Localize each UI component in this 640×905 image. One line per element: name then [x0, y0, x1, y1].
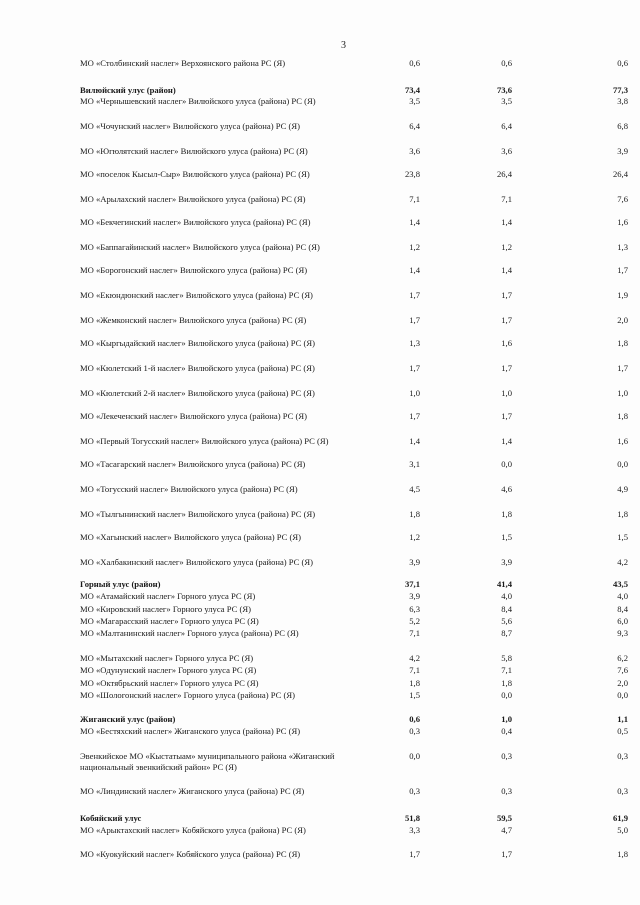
- row-value-v2: 1,7: [501, 315, 512, 325]
- row-value-v3: 43,5: [612, 579, 628, 589]
- row-value-v3: 8,4: [617, 604, 628, 614]
- row-value-v3: 0,0: [617, 690, 628, 700]
- row-value-v2: 73,6: [496, 85, 512, 95]
- row-name: МО «Кюлетский 1-й наслег» Вилюйского улуса (района) РС (Я): [80, 363, 315, 373]
- row-value-v3: 1,6: [617, 217, 628, 227]
- row-name: МО «Югюлятский наслег» Вилюйского улуса (района) РС (Я): [80, 146, 308, 156]
- row-value-v3: 3,8: [617, 96, 628, 106]
- row-value-v3: 7,6: [617, 194, 628, 204]
- row-value-v2: 1,5: [501, 532, 512, 542]
- row-name: Горный улус (район): [80, 579, 161, 589]
- row-value-v3: 9,3: [617, 628, 628, 638]
- row-value-v2: 8,4: [501, 604, 512, 614]
- row-value-v1: 3,9: [409, 591, 420, 601]
- row-value-v2: 6,4: [501, 121, 512, 131]
- row-value-v1: 1,2: [409, 242, 420, 252]
- row-value-v3: 1,8: [617, 849, 628, 859]
- row-value-v1: 1,2: [409, 532, 420, 542]
- row-name: МО «Хагынский наслег» Вилюйского улуса (района) РС (Я): [80, 532, 301, 542]
- row-value-v2: 26,4: [496, 169, 512, 179]
- row-name: МО «Арылахский наслег» Вилюйского улуса (района) РС (Я): [80, 194, 306, 204]
- row-value-v2: 1,8: [501, 509, 512, 519]
- row-value-v3: 77,3: [612, 85, 628, 95]
- row-name: МО «Лекеченский наслег» Вилюйского улуса (района) РС (Я): [80, 411, 307, 421]
- row-value-v1: 0,6: [409, 714, 420, 724]
- row-value-v1: 7,1: [409, 194, 420, 204]
- row-value-v2: 1,7: [501, 411, 512, 421]
- row-value-v1: 0,3: [409, 786, 420, 796]
- row-value-v1: 1,5: [409, 690, 420, 700]
- row-name: МО «Малтанинский наслег» Горного улуса (района) РС (Я): [80, 628, 299, 638]
- row-name: МО «Тылгынинский наслег» Вилюйского улуса (района) РС (Я): [80, 509, 316, 519]
- row-value-v1: 37,1: [404, 579, 420, 589]
- row-value-v2: 3,6: [501, 146, 512, 156]
- row-name: МО «Первый Тогусский наслег» Вилюйского улуса (района) РС (Я): [80, 436, 329, 446]
- row-name: Кобяйский улус: [80, 813, 142, 823]
- row-name: МО «Шологонский наслег» Горного улуса (района) РС (Я): [80, 690, 295, 700]
- row-value-v3: 6,2: [617, 653, 628, 663]
- row-value-v2: 1,7: [501, 849, 512, 859]
- row-name: МО «Тогусский наслег» Вилюйского улуса (района) РС (Я): [80, 484, 298, 494]
- row-value-v1: 5,2: [409, 616, 420, 626]
- row-value-v2: 4,0: [501, 591, 512, 601]
- row-value-v1: 3,5: [409, 96, 420, 106]
- row-name: Вилюйский улус (район): [80, 85, 176, 95]
- row-name: МО «Бекчегинский наслег» Вилюйского улуса (района) РС (Я): [80, 217, 311, 227]
- row-value-v1: 1,8: [409, 509, 420, 519]
- row-value-v1: 1,3: [409, 338, 420, 348]
- row-name: МО «Екюндюнский наслег» Вилюйского улуса (района) РС (Я): [80, 290, 313, 300]
- row-value-v2: 3,5: [501, 96, 512, 106]
- row-value-v2: 0,4: [501, 726, 512, 736]
- row-value-v2: 1,8: [501, 678, 512, 688]
- row-value-v2: 0,0: [501, 690, 512, 700]
- row-value-v3: 1,6: [617, 436, 628, 446]
- row-value-v1: 3,3: [409, 825, 420, 835]
- row-name: МО «Линдинский наслег» Жиганского улуса (района) РС (Я): [80, 786, 305, 796]
- row-value-v3: 61,9: [612, 813, 628, 823]
- row-value-v3: 3,9: [617, 146, 628, 156]
- row-value-v3: 4,0: [617, 591, 628, 601]
- row-value-v1: 4,2: [409, 653, 420, 663]
- row-value-v3: 0,3: [617, 751, 628, 761]
- row-value-v1: 51,8: [404, 813, 420, 823]
- row-value-v2: 5,6: [501, 616, 512, 626]
- row-value-v3: 1,5: [617, 532, 628, 542]
- row-value-v2: 3,9: [501, 557, 512, 567]
- row-name: МО «Кировский наслег» Горного улуса РС (Я): [80, 604, 251, 614]
- row-value-v1: 1,8: [409, 678, 420, 688]
- row-value-v3: 6,0: [617, 616, 628, 626]
- row-value-v1: 7,1: [409, 665, 420, 675]
- row-value-v2: 1,4: [501, 436, 512, 446]
- row-value-v1: 6,3: [409, 604, 420, 614]
- row-value-v3: 2,0: [617, 678, 628, 688]
- row-value-v1: 0,3: [409, 726, 420, 736]
- row-value-v3: 1,8: [617, 411, 628, 421]
- row-value-v1: 3,9: [409, 557, 420, 567]
- row-value-v2: 7,1: [501, 194, 512, 204]
- row-value-v3: 1,7: [617, 265, 628, 275]
- row-value-v2: 1,4: [501, 265, 512, 275]
- row-name: МО «Борогонский наслег» Вилюйского улуса (района) РС (Я): [80, 265, 308, 275]
- row-value-v3: 4,9: [617, 484, 628, 494]
- row-value-v3: 0,0: [617, 459, 628, 469]
- row-value-v2: 1,0: [501, 714, 512, 724]
- row-value-v2: 1,2: [501, 242, 512, 252]
- row-value-v1: 1,7: [409, 363, 420, 373]
- row-value-v3: 7,6: [617, 665, 628, 675]
- row-value-v1: 1,7: [409, 315, 420, 325]
- row-value-v2: 4,7: [501, 825, 512, 835]
- row-value-v2: 8,7: [501, 628, 512, 638]
- row-value-v2: 1,6: [501, 338, 512, 348]
- row-value-v3: 26,4: [612, 169, 628, 179]
- row-value-v2: 1,7: [501, 363, 512, 373]
- row-value-v2: 7,1: [501, 665, 512, 675]
- row-value-v1: 23,8: [404, 169, 420, 179]
- row-name: МО «Атамайский наслег» Горного улуса РС (Я): [80, 591, 256, 601]
- page-number: 3: [341, 40, 346, 51]
- row-name: МО «Баппагайинский наслег» Вилюйского улуса (района) РС (Я): [80, 242, 320, 252]
- row-value-v1: 3,1: [409, 459, 420, 469]
- row-value-v3: 1,1: [617, 714, 628, 724]
- row-value-v1: 4,5: [409, 484, 420, 494]
- row-value-v3: 1,8: [617, 338, 628, 348]
- row-value-v2: 5,8: [501, 653, 512, 663]
- row-name: МО «Бестяхский наслег» Жиганского улуса (района) РС (Я): [80, 726, 301, 736]
- row-value-v2: 1,0: [501, 388, 512, 398]
- row-value-v3: 0,5: [617, 726, 628, 736]
- row-value-v2: 59,5: [496, 813, 512, 823]
- row-value-v2: 4,6: [501, 484, 512, 494]
- row-value-v1: 7,1: [409, 628, 420, 638]
- row-name: МО «Куокуйский наслег» Кобяйского улуса (района) РС (Я): [80, 849, 301, 859]
- row-value-v3: 1,7: [617, 363, 628, 373]
- row-name: МО «Октябрьский наслег» Горного улуса РС (Я): [80, 678, 259, 688]
- row-value-v1: 73,4: [404, 85, 420, 95]
- row-value-v3: 5,0: [617, 825, 628, 835]
- row-name: МО «Жемконский наслег» Вилюйского улуса (района) РС (Я): [80, 315, 307, 325]
- row-name: МО «Халбакинский наслег» Вилюйского улуса (района) РС (Я): [80, 557, 314, 567]
- row-value-v1: 1,0: [409, 388, 420, 398]
- row-value-v3: 1,0: [617, 388, 628, 398]
- row-name: Эвенкийское МО «Кыстатыам» муниципального района «Жиганский национальный эвенкийский район» РС (Я): [80, 751, 335, 772]
- row-value-v2: 0,6: [501, 58, 512, 68]
- row-value-v2: 0,3: [501, 751, 512, 761]
- row-name: МО «Тасагарский наслег» Вилюйского улуса (района) РС (Я): [80, 459, 306, 469]
- row-name: МО «поселок Кысыл-Сыр» Вилюйского улуса (района) РС (Я): [80, 169, 310, 179]
- row-value-v1: 0,0: [409, 751, 420, 761]
- row-value-v2: 1,7: [501, 290, 512, 300]
- row-value-v3: 4,2: [617, 557, 628, 567]
- row-name: Жиганский улус (район): [80, 714, 176, 724]
- row-value-v1: 0,6: [409, 58, 420, 68]
- row-name: МО «Кюлетский 2-й наслег» Вилюйского улуса (района) РС (Я): [80, 388, 315, 398]
- row-value-v1: 6,4: [409, 121, 420, 131]
- row-value-v2: 0,3: [501, 786, 512, 796]
- row-value-v1: 3,6: [409, 146, 420, 156]
- row-name: МО «Столбинский наслег» Верхоянского района РС (Я): [80, 58, 286, 68]
- row-name: МО «Мытахский наслег» Горного улуса РС (Я): [80, 653, 254, 663]
- row-value-v3: 6,8: [617, 121, 628, 131]
- row-value-v1: 1,7: [409, 290, 420, 300]
- row-value-v1: 1,4: [409, 436, 420, 446]
- row-name: МО «Кыргыдайский наслег» Вилюйского улуса (района) РС (Я): [80, 338, 315, 348]
- row-value-v3: 0,6: [617, 58, 628, 68]
- row-value-v3: 1,9: [617, 290, 628, 300]
- row-value-v1: 1,4: [409, 265, 420, 275]
- row-value-v3: 1,3: [617, 242, 628, 252]
- row-value-v1: 1,7: [409, 411, 420, 421]
- row-value-v3: 0,3: [617, 786, 628, 796]
- row-name: МО «Арыктахский наслег» Кобяйского улуса (района) РС (Я): [80, 825, 306, 835]
- row-value-v3: 2,0: [617, 315, 628, 325]
- row-name: МО «Одунунский наслег» Горного улуса РС (Я): [80, 665, 257, 675]
- row-value-v1: 1,4: [409, 217, 420, 227]
- row-name: МО «Чернышевский наслег» Вилюйского улуса (района) РС (Я): [80, 96, 316, 106]
- row-value-v2: 41,4: [496, 579, 512, 589]
- row-name: МО «Чочунский наслег» Вилюйского улуса (района) РС (Я): [80, 121, 300, 131]
- row-value-v2: 0,0: [501, 459, 512, 469]
- row-name: МО «Магарасский наслег» Горного улуса РС (Я): [80, 616, 259, 626]
- row-value-v2: 1,4: [501, 217, 512, 227]
- row-value-v1: 1,7: [409, 849, 420, 859]
- row-value-v3: 1,8: [617, 509, 628, 519]
